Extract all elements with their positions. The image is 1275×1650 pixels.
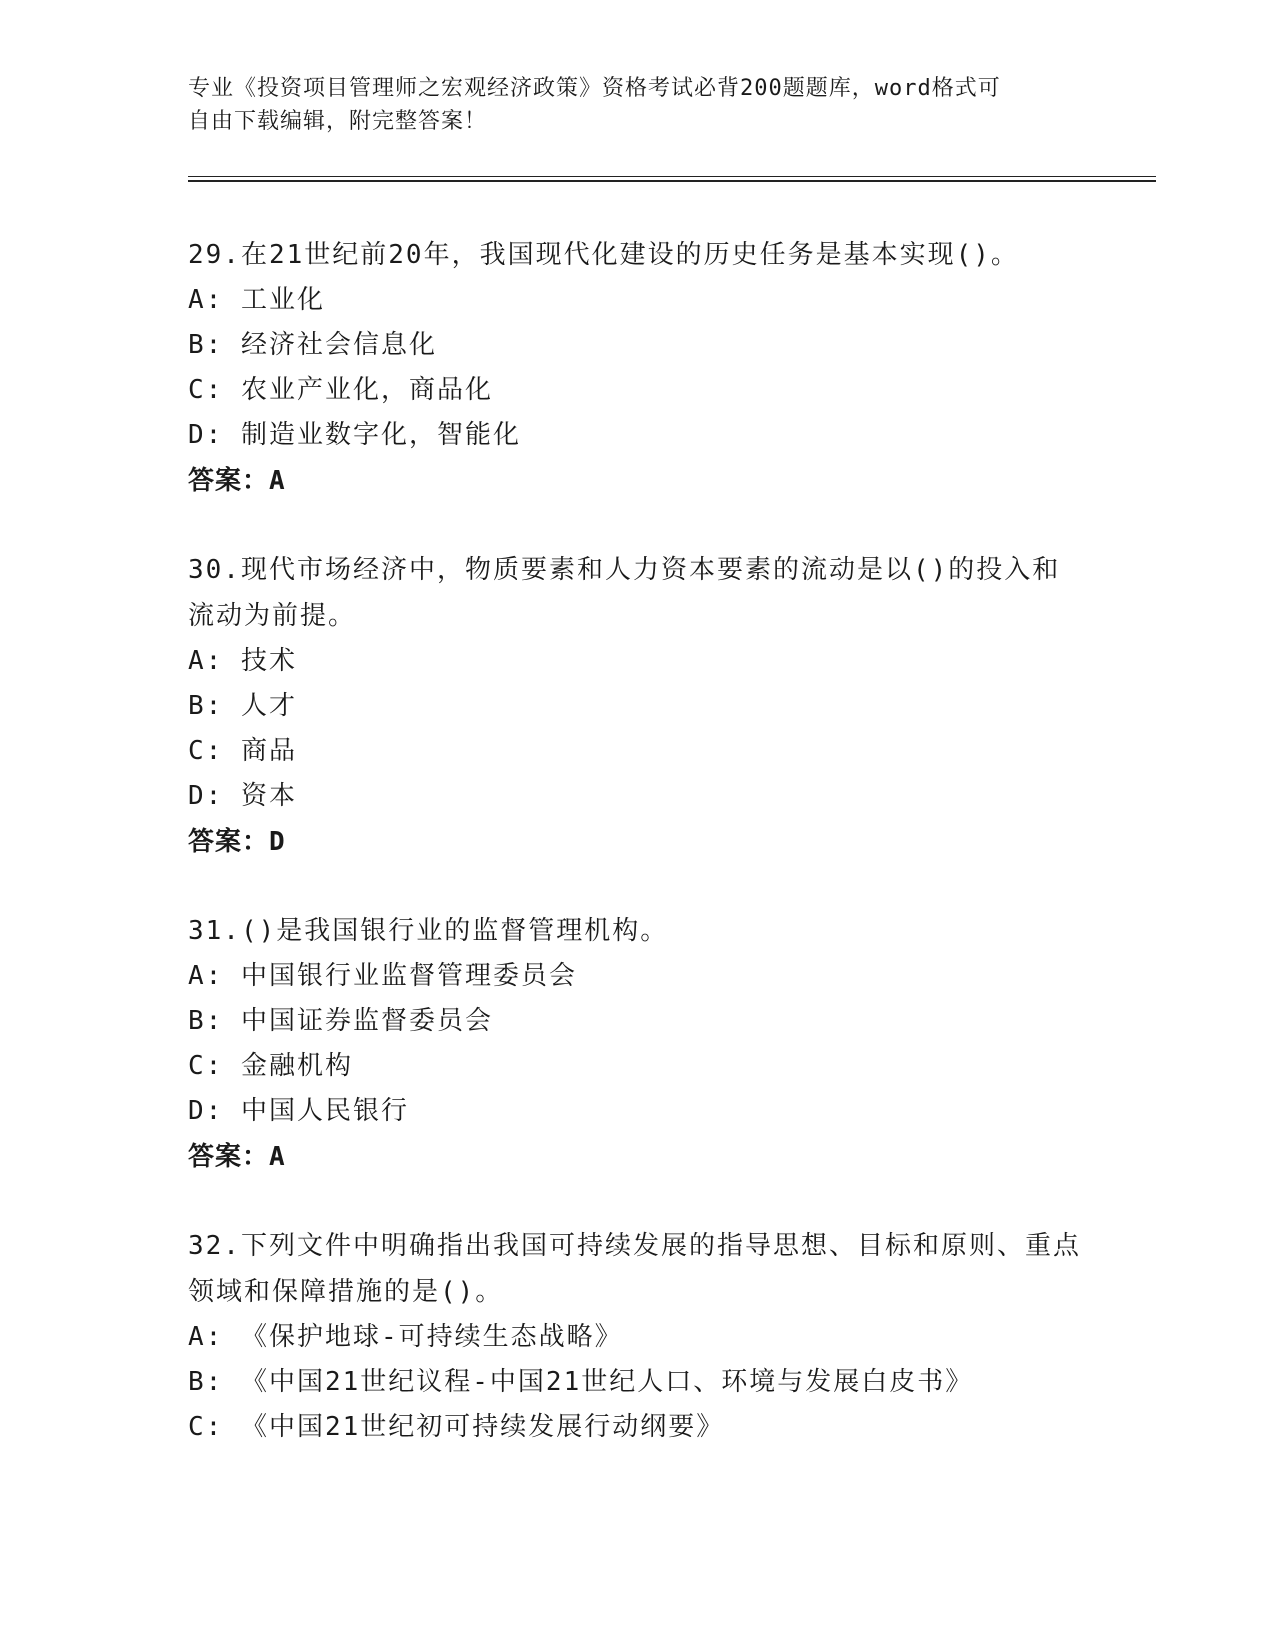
option-a: A: 中国银行业监督管理委员会 [188, 961, 577, 991]
option-d: D: 制造业数字化，智能化 [188, 420, 521, 450]
option-a: A: 技术 [188, 646, 297, 676]
option-d: D: 资本 [188, 781, 297, 811]
option-b: B: 《中国21世纪议程-中国21世纪人口、环境与发展白皮书》 [188, 1367, 974, 1397]
question-32 [188, 1223, 1088, 1450]
option-a: A: 工业化 [188, 285, 325, 315]
question-stem: 29.在21世纪前20年，我国现代化建设的历史任务是基本实现()。 [188, 240, 1019, 270]
header-line-1: 专业《投资项目管理师之宏观经济政策》资格考试必背200题题库，word格式可 [188, 76, 1001, 101]
question-30 [188, 547, 1088, 865]
header-divider-thick [188, 180, 1156, 182]
option-a: A: 《保护地球-可持续生态战略》 [188, 1322, 623, 1352]
question-list [188, 232, 1088, 1493]
option-c: C: 《中国21世纪初可持续发展行动纲要》 [188, 1412, 725, 1442]
option-b: B: 人才 [188, 691, 297, 721]
option-c: C: 商品 [188, 736, 297, 766]
option-b: B: 中国证券监督委员会 [188, 1006, 493, 1036]
answer: 答案：A [188, 1142, 286, 1172]
answer: 答案：D [188, 827, 286, 857]
header-divider-thin [188, 176, 1156, 177]
question-stem: 31.()是我国银行业的监督管理机构。 [188, 916, 669, 946]
question-stem: 32.下列文件中明确指出我国可持续发展的指导思想、目标和原则、重点领域和保障措施的是()。 [188, 1231, 1081, 1307]
document-header [188, 72, 1088, 138]
answer: 答案：A [188, 466, 286, 496]
question-29 [188, 232, 1088, 504]
option-d: D: 中国人民银行 [188, 1096, 409, 1126]
header-line-2: 自由下载编辑，附完整答案！ [188, 109, 488, 134]
option-b: B: 经济社会信息化 [188, 330, 437, 360]
question-31 [188, 908, 1088, 1180]
option-c: C: 农业产业化，商品化 [188, 375, 493, 405]
option-c: C: 金融机构 [188, 1051, 353, 1081]
question-stem: 30.现代市场经济中，物质要素和人力资本要素的流动是以()的投入和流动为前提。 [188, 555, 1061, 631]
